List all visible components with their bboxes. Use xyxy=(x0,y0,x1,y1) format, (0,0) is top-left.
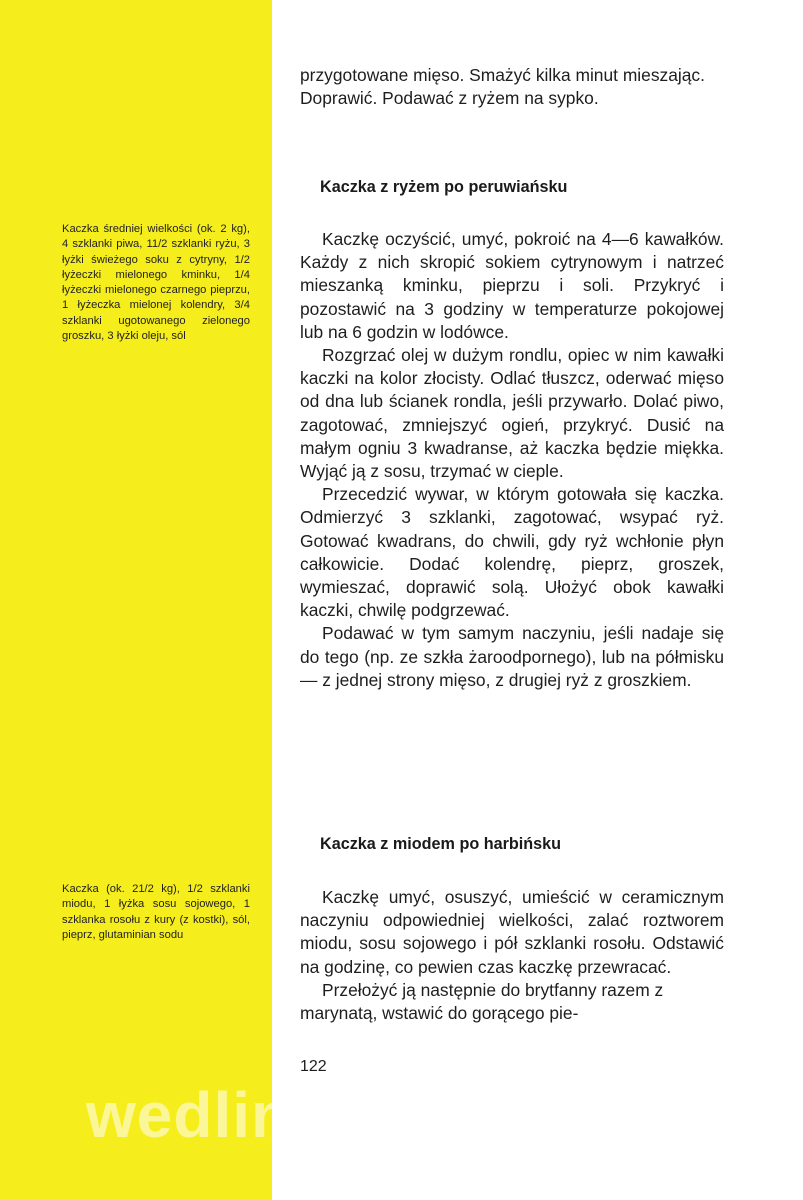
recipe-body-peruvian xyxy=(300,228,724,692)
recipe-paragraph: Przecedzić wywar, w którym gotowała się kaczka. Odmierzyć 3 szklanki, zagotować, wsypać ryż. Gotować kwadrans, do chwili, gdy ryż wchłonie płyn całkowicie. Dodać kolendrę, pieprz, groszek, wymieszać, doprawić solą. Ułożyć obok kawałki kaczki, chwilę podgrzewać. xyxy=(300,484,724,621)
ingredients-duck-peruvian: Kaczka średniej wielkości (ok. 2 kg), 4 szklanki piwa, 11/2 szklanki ryżu, 3 łyżki świeżego soku z cytryny, 1/2 łyżeczki mielonego kminku, 1/4 łyżeczki mielonego czarnego pieprzu, 1 łyżeczka mielonej kolendry, 3/4 szklanki ugotowanego zielonego groszku, 3 łyżki oleju, sól xyxy=(62,223,250,343)
intro-text-block xyxy=(300,64,724,110)
recipe-paragraph: Rozgrzać olej w dużym rondlu, opiec w nim kawałki kaczki na kolor złocisty. Odlać tłuszcz, oderwać mięso od dna lub ścianek rondla, jeśli przywarło. Dolać piwo, zagotować, zmniejszyć ogień, przykryć. Dusić na małym ogniu 3 kwadranse, aż kaczka będzie miękka. Wyjąć ją z sosu, trzymać w cieple. xyxy=(300,345,724,482)
yellow-sidebar xyxy=(0,0,272,1200)
intro-paragraph: przygotowane mięso. Smażyć kilka minut mieszając. Doprawić. Podawać z ryżem na sypko. xyxy=(300,65,705,109)
recipe-paragraph: Kaczkę oczyścić, umyć, pokroić na 4—6 kawałków. Każdy z nich skropić sokiem cytrynowym i natrzeć mieszanką kminku, pieprzu i soli. Przykryć i pozostawić na 3 godziny w temperaturze pokojowej lub na 6 godzin w lodówce. xyxy=(300,229,724,342)
recipe-title-peruvian: Kaczka z ryżem po peruwiańsku xyxy=(320,178,568,196)
recipe-paragraph: Kaczkę umyć, osuszyć, umieścić w ceramicznym naczyniu odpowiedniej wielkości, zalać roztworem miodu, sosu sojowego i pół szklanki rosołu. Odstawić na godzinę, co pewien czas kaczkę przewracać. xyxy=(300,887,724,977)
recipe-paragraph: Podawać w tym samym naczyniu, jeśli nadaje się do tego (np. ze szkła żaroodpornego), lub na półmisku — z jednej strony mięso, z drugiej ryż z groszkiem. xyxy=(300,623,724,690)
recipe-title-harbin: Kaczka z miodem po harbińsku xyxy=(320,835,562,853)
ingredients-duck-harbin: Kaczka (ok. 21/2 kg), 1/2 szklanki miodu, 1 łyżka sosu sojowego, 1 szklanka rosołu z kury (z kostki), sól, pieprz, glutaminian sodu xyxy=(62,883,250,941)
recipe-body-harbin xyxy=(300,886,724,1025)
recipe-paragraph: Przełożyć ją następnie do brytfanny razem z marynatą, wstawić do gorącego pie- xyxy=(300,979,664,1024)
page-number: 122 xyxy=(300,1058,327,1075)
watermark: wedlinydomowe.pl xyxy=(86,1079,671,1151)
